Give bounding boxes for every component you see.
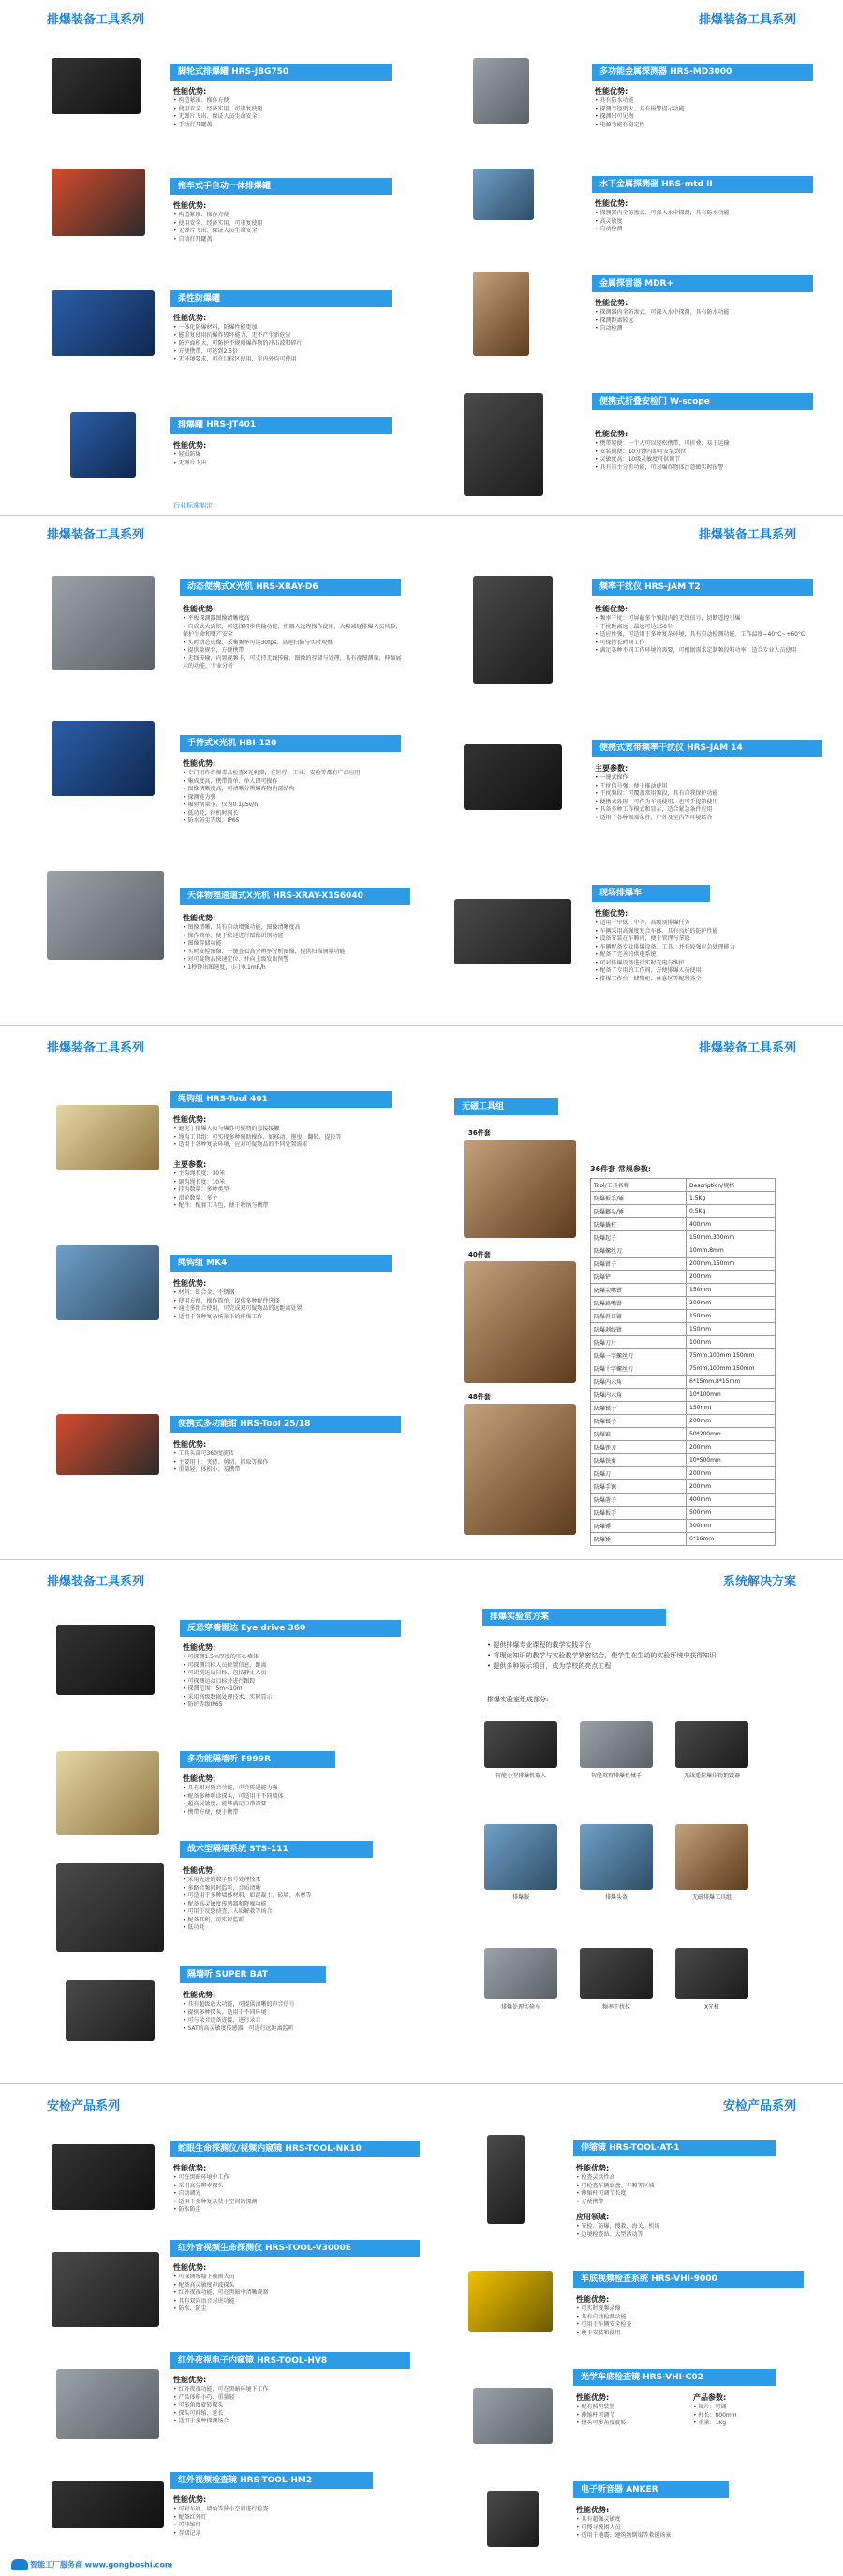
solution-title: 排爆实验室方案 bbox=[482, 1609, 666, 1626]
perf-label: 性能优势: bbox=[595, 605, 629, 613]
product-title: 伸缩镜 HRS-TOOL-AT-1 bbox=[573, 2140, 776, 2156]
industry-standard-note: 行业标准制定 bbox=[173, 502, 213, 509]
perf-label: 性能优势: bbox=[173, 2495, 207, 2504]
product-title: 动态便携式X光机 HRS-XRAY-D6 bbox=[180, 579, 401, 596]
product-image-ir-endoscope bbox=[56, 2369, 159, 2439]
table-row: 防爆刀片 100mm bbox=[591, 1336, 776, 1349]
bullet-list: • 材料：铝合金、不锈钢 • 使用方便，操作简单，提供多种配件选择 • 通过多组合使用，可完成对可疑物品的远距离处置 • 适用于各种复杂场景下的排爆工作 bbox=[173, 1289, 407, 1321]
bullet-list: • 探测器内全防渗式、可深入水中探测，具有防水功能 • 高灵敏度 • 自动检测 bbox=[595, 210, 810, 234]
kit-label-36: 36件套 bbox=[468, 1129, 491, 1137]
table-row: 防爆铁剪 10*500mm bbox=[591, 1454, 776, 1467]
perf-label: 性能优势: bbox=[183, 1774, 216, 1783]
param-list: • 主钩绳长度：30米 • 副钩绳长度：10米 • 挂钩数量：多种类型 • 滑轮数量：多个 • 配件：配套工具包，便于收纳与携带 bbox=[173, 1170, 407, 1211]
solution-bullets: • 提供排爆专业课程的教学实践平台 • 将理论知识的教学与实验教学紧密结合，使学生在生动的实验环境中获得知识 • 提供多种展示项目，成为学校的亮点工程 bbox=[487, 1641, 768, 1671]
bullet-list: • 轻质防爆 • 无弹片飞出 bbox=[173, 451, 379, 467]
lab-item: 排爆处理实验车 bbox=[478, 1948, 564, 2010]
table-title: 36件套 常规参数: bbox=[590, 1165, 652, 1173]
product-image-metal-detector bbox=[473, 58, 529, 124]
section-title: 排爆装备工具系列 bbox=[698, 13, 796, 27]
perf-label: 性能优势: bbox=[595, 87, 629, 96]
product-title: 柔性防爆罐 bbox=[170, 290, 392, 307]
bullet-list: • 专门用作炸弹毒品检查X光机器，在医疗、工业、安检等都有广泛应用 • 集成度高，携带简单、单人即可操作 • 图像清晰度高，可清晰分辨爆炸物内部结构 • 探测能力强 • 辐射剂量小，仅为0.1μSv/h • 低功耗，待机时间长 • 防水防尘等级：IP65 bbox=[183, 770, 403, 826]
product-image-snake-eye bbox=[52, 2144, 155, 2210]
lab-item: 无线遥控爆炸物销毁器 bbox=[669, 1721, 755, 1779]
product-image-jammer-14 bbox=[464, 744, 562, 810]
table-row: 防爆螺丝刀 10mm,8mm bbox=[591, 1244, 776, 1258]
section-title: 排爆装备工具系列 bbox=[698, 1041, 796, 1055]
product-title: 现场排爆车 bbox=[592, 885, 710, 902]
product-image-multi-pliers bbox=[56, 1414, 159, 1475]
perf-label: 性能优势: bbox=[173, 314, 207, 322]
watermark: 智能工厂服务商 www.gongboshi.com bbox=[11, 2559, 172, 2570]
perf-label: 性能优势: bbox=[183, 1991, 216, 1999]
product-title: 金属探雷器 MDR+ bbox=[592, 275, 813, 292]
section-title: 系统解决方案 bbox=[722, 1575, 796, 1589]
product-image-undercar-system bbox=[468, 2271, 553, 2332]
product-image-xray-d6 bbox=[52, 576, 155, 670]
bullet-list: • 构造紧凑、操作方便 • 使用安全、经济实用、可重复使用 • 无弹片飞出、保证人员生命安全 • 手动打开罐盖 bbox=[173, 97, 379, 129]
product-title: 便携式多功能钳 HRS-Tool 25/18 bbox=[170, 1416, 401, 1433]
bullet-list: • 工具头部可360度旋转 • 主要用于：夹持、剪切、抓取等操作 • 重量轻、体积小、易携带 bbox=[173, 1450, 407, 1475]
perf-label: 性能优势: bbox=[576, 2506, 610, 2514]
product-image-channel-xray bbox=[47, 871, 164, 960]
perf-label: 性能优势: bbox=[183, 759, 216, 768]
table-row: 防爆斜口钳 150mm bbox=[591, 1310, 776, 1323]
bullet-list: • 可探测1.5m厚度的实心墙体 • 可探测目标人员位置信息、距离 • 可识别运动目标，包括静止人员 • 可探测运动目标并进行跟踪 • 探测范围：5m~10m • 采用高级数据处理技术，实时显示 • 防护等级IP65 bbox=[183, 1654, 407, 1710]
perf-label: 性能优势: bbox=[595, 199, 629, 208]
product-title: 绳钩组 HRS-Tool 401 bbox=[170, 1091, 392, 1108]
perf-label: 性能优势: bbox=[576, 2295, 610, 2304]
product-image-trailer-tank bbox=[52, 169, 145, 236]
bullet-list: • 一键式操作 • 干扰信号强：便于推动使用 • 干扰频段：可覆盖常用频段，具有自我保护功能 • 便携式外形，可作为车载使用，也可手提箱使用 • 具备多种工作模式和显示，适合紧急条件应用 • 适用于各种极端条件，户外及室内等环境场合 bbox=[595, 774, 815, 822]
product-title: 多功能隔墙听 F999R bbox=[180, 1751, 335, 1768]
main-param-label: 主要参数: bbox=[595, 764, 629, 773]
table-header-row: Tool/工具名称 Description/规格 bbox=[591, 1179, 776, 1192]
table-row: 防爆锉刀 200mm bbox=[591, 1441, 776, 1454]
table-row: 防爆鎯头/锤 0.5Kg bbox=[591, 1205, 776, 1218]
solution-intro: 排爆实验室组成部分: bbox=[487, 1696, 549, 1703]
bullet-list: • 具有超强灵敏度 • 可搜寻被困人员 • 适用于地震、建筑物倒塌等救援场景 bbox=[576, 2516, 810, 2540]
table-row: 防爆剥线钳 150mm bbox=[591, 1323, 776, 1336]
product-title: 隔墙听 SUPER BAT bbox=[180, 1966, 326, 1983]
page-divider bbox=[0, 515, 843, 516]
product-title: 光学车底检查镜 HRS-VHI-C02 bbox=[573, 2369, 776, 2386]
product-title: 绳钩组 MK4 bbox=[170, 1255, 392, 1272]
bullet-list: • 频率干扰：可屏蔽多个频段内的无线信号，切断遥控引爆 • 干扰距离远：最远可达150米 • 适应性强，可适用于多种复杂环境，具有自动检测功能、工作温度−40°C~+60°C • 可保持长时间工作 • 满足各种不同工作环境的需要，可根据需求定制频段和功率，适合专业人员使用 bbox=[595, 615, 815, 655]
table-row: 防爆锤 300mm bbox=[591, 1520, 776, 1533]
perf-label: 性能优势: bbox=[183, 605, 216, 613]
product-title: 水下金属探测器 HRS-mtd II bbox=[592, 176, 813, 193]
section-title: 排爆装备工具系列 bbox=[47, 528, 145, 542]
product-param-label: 产品参数: bbox=[693, 2393, 727, 2402]
table-row: 防爆扁嘴钳 200mm bbox=[591, 1297, 776, 1310]
bullet-list: • 可实时视频录像 • 具有自动检测功能 • 可用于车辆安全检查 • 便于安装和使用 bbox=[576, 2305, 810, 2337]
table-row: 防爆镊子 200mm bbox=[591, 1415, 776, 1428]
product-title: 便携式宽带频率干扰仪 HRS-JAM 14 bbox=[592, 740, 822, 757]
kit-label-48: 48件套 bbox=[468, 1393, 491, 1401]
product-image-wall-listener-f999r bbox=[56, 1751, 159, 1835]
product-title: 红外视频检查镜 HRS-TOOL-HM2 bbox=[170, 2472, 373, 2489]
product-title: 脚轮式排爆罐 HRS-JBG750 bbox=[170, 64, 392, 81]
perf-label: 性能优势: bbox=[595, 299, 629, 307]
lab-item: 智能小型排爆机器人 bbox=[478, 1721, 564, 1779]
bullet-list: • 检查灵活性高 • 可检查车辆底盘、车厢等区域 • 伸缩杆可调节长度 • 方便携带 bbox=[576, 2174, 810, 2206]
table-row: 防爆十字螺丝刀 75mm,100mm,150mm bbox=[591, 1362, 776, 1376]
kit-image-48 bbox=[464, 1404, 576, 1535]
kit-image-40 bbox=[464, 1261, 576, 1383]
lab-item: 排爆头盔 bbox=[573, 1824, 659, 1901]
bullet-list: • 平板探测器图像清晰度高 • 自成式大面积，可选择同步传输功能，机器人远程操作使用，大幅减轻排爆人员风险，保护生命和财产安全 • 实时动态成像、采集频率可达30fps，高速扫描与实时观察 • 提供量规背，方便携带 • 无线传输，内置视频卡，可支持无线传输、图像的存储与处理、具有视图测量、伸缩展示的功能，专业分析 bbox=[183, 615, 403, 671]
page-divider bbox=[0, 2083, 843, 2084]
perf-label: 性能优势: bbox=[173, 1279, 207, 1288]
product-image-soft-blanket bbox=[52, 290, 155, 356]
page-divider bbox=[0, 1559, 843, 1560]
section-title: 排爆装备工具系列 bbox=[47, 13, 145, 27]
perf-label: 性能优势: bbox=[173, 441, 207, 449]
bullet-list: • 适用于中低、中等、高级别排爆任务 • 车辆采用高强度复合车体、具有良好的防护性能 • 设备安装在车厢内，便于管理与拿取 • 车辆配备专业排爆设备、工具，并有较强应急处理能力 • 配备了完善的供电系统 • 可对排爆设备进行实时充电与维护 • 配备了专用的工作间，方便排爆人员使用 • 排爆工作台、储物柜、休息区等配置齐全 bbox=[595, 920, 815, 983]
perf-label: 性能优势: bbox=[183, 914, 216, 922]
kit-image-36 bbox=[464, 1140, 576, 1238]
product-title: 无磁工具组 bbox=[454, 1098, 558, 1115]
product-image-inspection-mirror bbox=[52, 2481, 164, 2528]
product-image-bomb-bin bbox=[70, 412, 136, 478]
product-image-underwater-detector bbox=[473, 169, 534, 220]
perf-label: 性能优势: bbox=[173, 2263, 207, 2272]
perf-label: 性能优势: bbox=[183, 1643, 216, 1652]
product-title: 天体物理通道式X光机 HRS-XRAY-X1S6040 bbox=[180, 888, 410, 905]
product-title: 战术型隔墙系统 STS-111 bbox=[180, 1841, 373, 1858]
table-row: 防爆钳子 200mm,150mm bbox=[591, 1258, 776, 1271]
application-label: 应用领域: bbox=[576, 2213, 610, 2221]
product-title: 红外音视频生命探测仪 HRS-TOOL-V3000E bbox=[170, 2240, 420, 2257]
bullet-list: • 红外夜视功能，可在黑暗环境下工作 • 产品体积小巧、重量轻 • 可多角度旋转探头 • 探头可伸缩、延长 • 适用于多种探测场合 bbox=[173, 2386, 407, 2426]
product-title: 红外夜视电子内窥镜 HRS-TOOL-HV8 bbox=[170, 2352, 410, 2369]
section-title: 排爆装备工具系列 bbox=[698, 528, 796, 542]
perf-label: 性能优势: bbox=[576, 2164, 610, 2172]
product-image-optical-mirror bbox=[473, 2388, 553, 2444]
table-row: 防爆刀 200mm bbox=[591, 1467, 776, 1480]
spec-table bbox=[590, 1178, 776, 1546]
perf-label: 性能优势: bbox=[173, 1115, 207, 1124]
table-row: 防爆锥 50*200mm bbox=[591, 1428, 776, 1441]
product-title: 车底视频检查系统 HRS-VHI-9000 bbox=[573, 2271, 804, 2288]
product-title: 蛇眼生命探测仪/视频内窥镜 HRS-TOOL-NK10 bbox=[170, 2141, 420, 2157]
product-title: 多功能金属探测器 HRS-MD3000 bbox=[592, 64, 813, 81]
bullet-list: • 具有超级放大功能，可提供清晰的声音信号 • 提供多种探头，适用于不同环境 • 可与录音设备连接，进行录音 • SAT的高灵敏度传感器，可进行远距离监听 bbox=[183, 2001, 407, 2033]
product-image-eod-vehicle bbox=[454, 899, 571, 964]
bullet-list: • 具有防水功能 • 探测半径更大、具有报警提示功能 • 探测出可见物 • 电源功能有稳定性 bbox=[595, 97, 801, 129]
product-image-through-wall-radar bbox=[56, 1625, 155, 1695]
perf-label: 性能优势: bbox=[173, 201, 207, 210]
table-row: 防爆内六角 6*15mm,8*15mm bbox=[591, 1376, 776, 1389]
perf-label: 性能优势: bbox=[183, 1866, 216, 1875]
perf-label: 性能优势: bbox=[173, 87, 207, 96]
bullet-list: • 构造紧凑、操作方便 • 使用安全、经济实用、可重复使用 • 无弹片飞出、保证人员生命安全 • 自动打开罐盖 bbox=[173, 212, 379, 243]
perf-label: 性能优势: bbox=[173, 2164, 207, 2172]
product-title: 电子听音器 ANKER bbox=[573, 2481, 729, 2498]
bullet-list: • 具有相对隔音功能，声音传递能力强 • 配备多种听诊探头，可适用于不同墙体 • 超高灵敏度，能够满足日常需要 • 携带方便，便于携带 bbox=[183, 1785, 407, 1817]
lab-item: 排爆服 bbox=[478, 1824, 564, 1901]
lab-item: 智能双臂排爆机械手 bbox=[573, 1721, 659, 1779]
table-row: 防爆一字螺丝刀 75mm,100mm,150mm bbox=[591, 1349, 776, 1362]
bullet-list: • 一体化防爆材料，防爆性能更加 • 能重复使用抗爆炸毁坏能力，无不产生新危害 • 防护面积大，可防护不规则爆炸物的冲击波和碎片 • 方便携带，可达到2.5倍 • 无环境要求，可在目标区使用，室内外均可使用 bbox=[173, 324, 389, 364]
product-image-life-detector bbox=[52, 2252, 159, 2327]
product-title: 反恐穿墙雷达 Eye drive 360 bbox=[180, 1620, 401, 1637]
product-title: 便携式折叠安检门 W-scope bbox=[592, 393, 813, 410]
table-row: 防爆凿子 400mm bbox=[591, 1494, 776, 1507]
product-title: 频率干扰仪 HRS-JAM T2 bbox=[592, 579, 813, 596]
table-row: 防爆镊子 150mm bbox=[591, 1402, 776, 1415]
page-divider bbox=[0, 1025, 843, 1026]
lab-item: 无磁排爆工具组 bbox=[669, 1824, 755, 1901]
table-row: 防爆起子 150mm,300mm bbox=[591, 1231, 776, 1244]
lab-item: X光机 bbox=[669, 1948, 755, 2010]
product-image-hook-line-401 bbox=[56, 1105, 159, 1170]
bullet-list: • 可对车底、墙角等狭小空间进行检查 • 配备红外灯 • 可伸缩杆 • 存储记录 bbox=[173, 2506, 407, 2538]
kit-label-40: 40件套 bbox=[468, 1251, 491, 1259]
product-image-sts-111 bbox=[56, 1863, 164, 1952]
product-image-mine-detector bbox=[473, 272, 529, 356]
perf-label: 性能优势: bbox=[595, 909, 629, 918]
bullet-list: • 图像清晰，具有自动增强功能，图像清晰度高 • 操作简单、便于快速进行图像识别功能 • 图像存储功能 • 实时安检图像、一键查看高分辨率分析图像，提供扫描测量功能 • 对可疑物品快速定位、并向上级发出预警 • 1秒钟出图速度，小于0.1mR/h bbox=[183, 924, 403, 972]
section-title: 安检产品系列 bbox=[47, 2099, 121, 2113]
product-image-handheld-xray bbox=[52, 721, 155, 796]
bullet-list: • 可探测废墟下被困人员 • 配备高灵敏度声波探头 • 红外夜视功能，可在黑暗中清晰观察 • 具有双向语音对讲功能 • 防水、防尘 bbox=[173, 2274, 407, 2314]
robot-logo-icon bbox=[11, 2559, 28, 2570]
table-row: 防爆撬杠 400mm bbox=[591, 1218, 776, 1231]
table-row: 防爆扳手/锤 1.5Kg bbox=[591, 1192, 776, 1205]
perf-label: 性能优势: bbox=[595, 430, 629, 438]
bullet-list: • 采用先进的数字信号处理技术 • 多路音频同时监听，音质清晰 • 可适用于多种墙体材料，如混凝土、砖墙、木材等 • 配备高灵敏度传感器和降噪功能 • 可用于反恐侦查、人质解救等场合 • 配备耳机，可实时监听 • 低功耗 bbox=[183, 1877, 407, 1933]
section-title: 排爆装备工具系列 bbox=[47, 1041, 145, 1055]
product-image-hook-line-mk4 bbox=[56, 1245, 159, 1320]
product-title: 手持式X光机 HBI-120 bbox=[180, 735, 401, 752]
table-row: 防爆尖嘴钳 150mm bbox=[591, 1284, 776, 1297]
main-param-label: 主要参数: bbox=[173, 1160, 207, 1169]
application-list: • 安检、防爆、搜救、海关、机场 • 边境检查站、大型活动等 bbox=[576, 2223, 810, 2239]
product-image-jammer-t2 bbox=[473, 576, 553, 684]
lab-item: 频率干扰仪 bbox=[573, 1948, 659, 2010]
bullet-list: • 携带轻便：一个人可以轻松携带、可折叠、易于运输 • 安装简便：10分钟内即可安装到位 • 灵敏度高：10级灵敏度可供调节 • 具有自主分析功能，可对爆炸物体注意做实时报警 bbox=[595, 440, 810, 472]
product-image-electronic-listener bbox=[487, 2491, 539, 2547]
table-row: 防爆内六角 10*100mm bbox=[591, 1389, 776, 1402]
table-row: 防爆铲 200mm bbox=[591, 1271, 776, 1284]
section-title: 排爆装备工具系列 bbox=[47, 1575, 145, 1589]
bullet-list: • 避免了排爆人员与爆炸可疑物的直接接触 • 绳钩工具组：可实现多种辅助操作，如移动、拖曳、翻转、提拉等 • 适用于各种复杂环境，应对可疑物品的不同处置需求 bbox=[173, 1126, 407, 1150]
bullet-list: • 可在黑暗环境中工作 • 采用高分辨率探头 • 自动调光 • 适用于多种复杂狭小空间的探测 • 防水防尘 bbox=[173, 2174, 407, 2215]
table-row: 防爆手锯 200mm bbox=[591, 1480, 776, 1494]
bullet-list: • 探测器内全防渗式、可深入水中探测，具有防水功能 • 探测距离较远 • 自动检测 bbox=[595, 309, 810, 333]
perf-label: 性能优势: bbox=[576, 2393, 610, 2402]
product-image-security-gate bbox=[464, 393, 543, 496]
param-list: • 镜片：可调 • 杆长：800mm • 重量：1Kg bbox=[693, 2404, 806, 2428]
product-image-telescopic-mirror bbox=[487, 2135, 525, 2224]
section-title: 安检产品系列 bbox=[722, 2099, 796, 2113]
bullet-list: • 配有照明装置 • 伸缩杆可调节 • 镜头可多角度旋转 bbox=[576, 2404, 679, 2428]
product-title: 排爆罐 HRS-JT401 bbox=[170, 417, 392, 434]
product-image-super-bat bbox=[66, 1980, 155, 2041]
product-title: 拖车式手自动一体排爆罐 bbox=[170, 178, 392, 195]
perf-label: 性能优势: bbox=[173, 1440, 207, 1449]
table-row: 防爆扳手 500mm bbox=[591, 1507, 776, 1520]
product-image-bomb-tank bbox=[52, 58, 140, 114]
table-row: 防爆锤 6*16mm bbox=[591, 1533, 776, 1546]
perf-label: 性能优势: bbox=[173, 2376, 207, 2384]
